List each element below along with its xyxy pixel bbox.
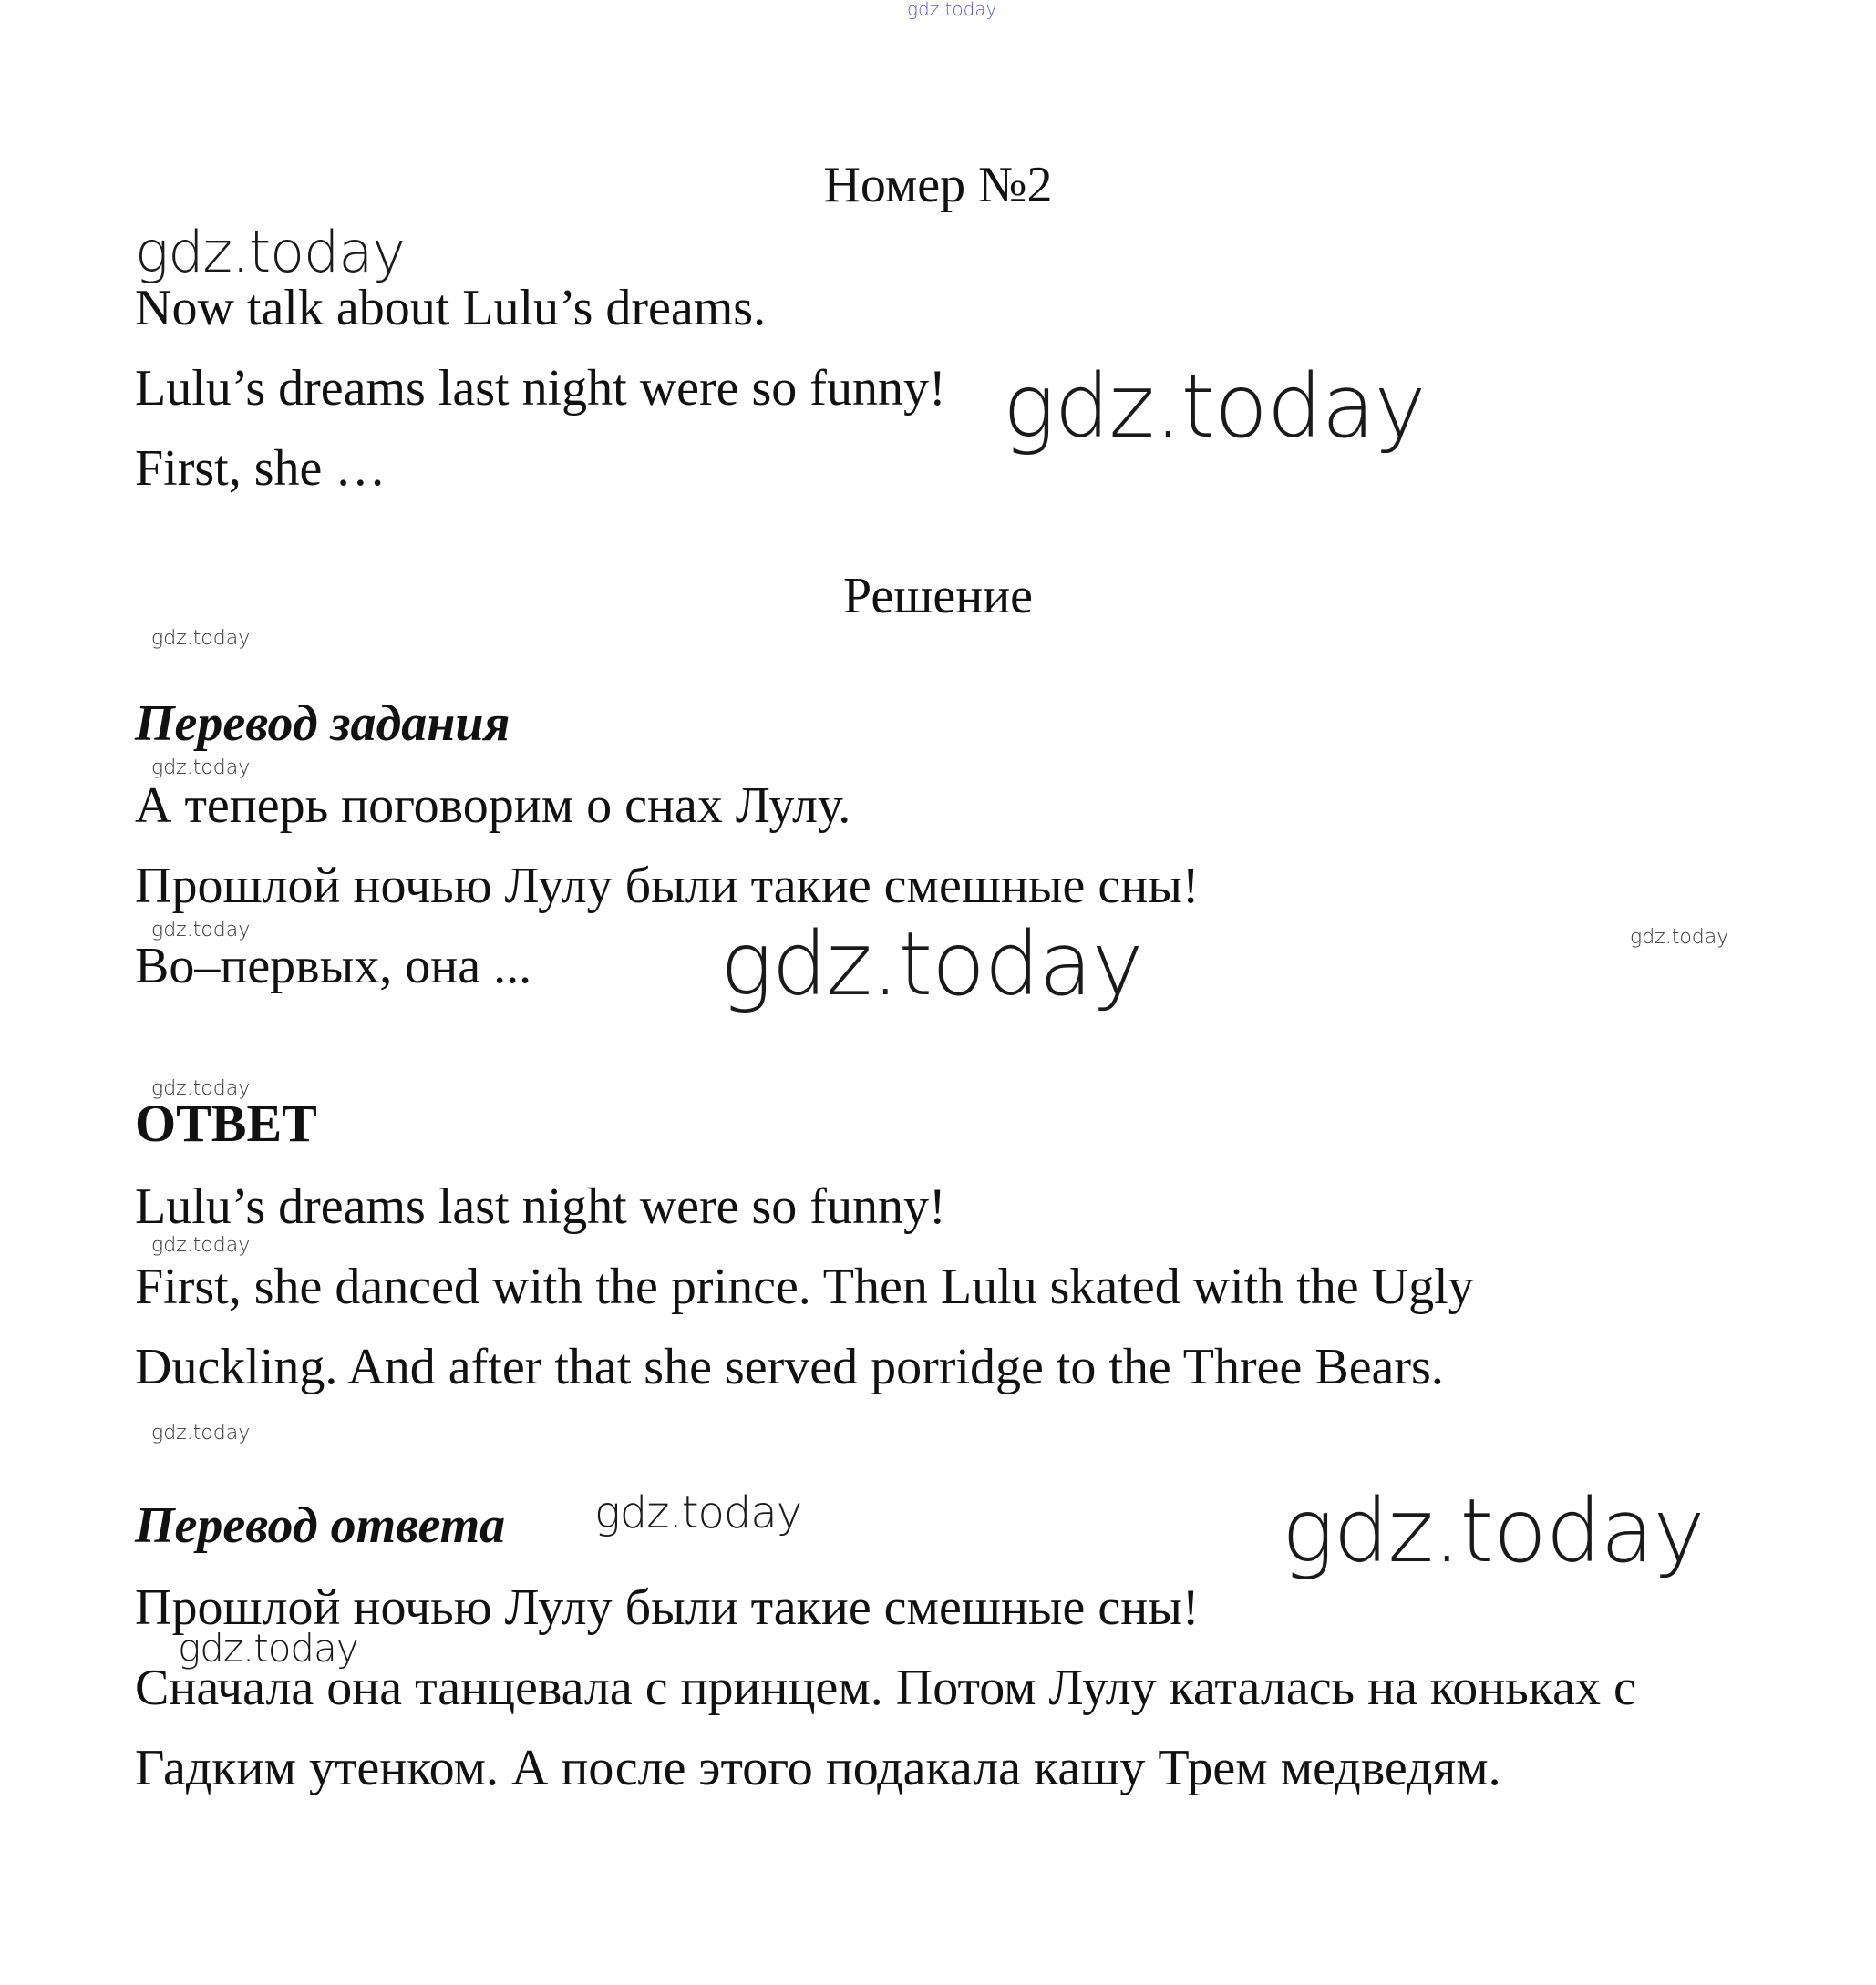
answer-line: Lulu’s dreams last night were so funny! [135, 1178, 946, 1235]
watermark: gdz.today [151, 1234, 251, 1257]
task-line: First, she … [135, 440, 387, 497]
watermark: gdz.today [151, 756, 251, 779]
watermark-top: gdz.today [907, 0, 997, 20]
task-line: Now talk about Lulu’s dreams. [135, 280, 767, 336]
watermark: gdz.today [720, 913, 1143, 1015]
watermark: gdz.today [151, 919, 251, 941]
answer-translation-line: Сначала она танцевала с принцем. Потом Лулу каталась на коньках с [135, 1660, 1636, 1716]
task-translation-line: Во–первых, она ... [135, 938, 532, 994]
watermark: gdz.today [151, 627, 251, 650]
answer-translation-heading: Перевод ответа [135, 1497, 506, 1554]
task-number-title: Номер №2 [823, 157, 1053, 213]
task-translation-line: Прошлой ночью Лулу были такие смешные сны! [135, 858, 1200, 914]
solution-title: Решение [842, 568, 1034, 624]
watermark: gdz.today [135, 219, 406, 285]
watermark: gdz.today [1282, 1480, 1705, 1582]
watermark: gdz.today [594, 1487, 802, 1538]
answer-line: Duckling. And after that she served porridge to the Three Bears. [135, 1339, 1444, 1395]
task-line: Lulu’s dreams last night were so funny! [135, 360, 946, 417]
answer-heading: ОТВЕТ [135, 1094, 317, 1153]
watermark: gdz.today [151, 1077, 251, 1100]
answer-line: First, she danced with the prince. Then Lulu skated with the Ugly [135, 1259, 1474, 1315]
watermark: gdz.today [178, 1626, 358, 1671]
task-translation-line: А теперь поговорим о снах Лулу. [135, 777, 851, 834]
watermark: gdz.today [151, 1422, 251, 1445]
answer-translation-line: Гадким утенком. А после этого подакала кашу Трем медведям. [135, 1740, 1501, 1796]
task-translation-heading: Перевод задания [135, 695, 510, 752]
watermark: gdz.today [1630, 926, 1729, 949]
answer-translation-line: Прошлой ночью Лулу были такие смешные сны! [135, 1579, 1200, 1636]
watermark: gdz.today [1003, 355, 1426, 458]
